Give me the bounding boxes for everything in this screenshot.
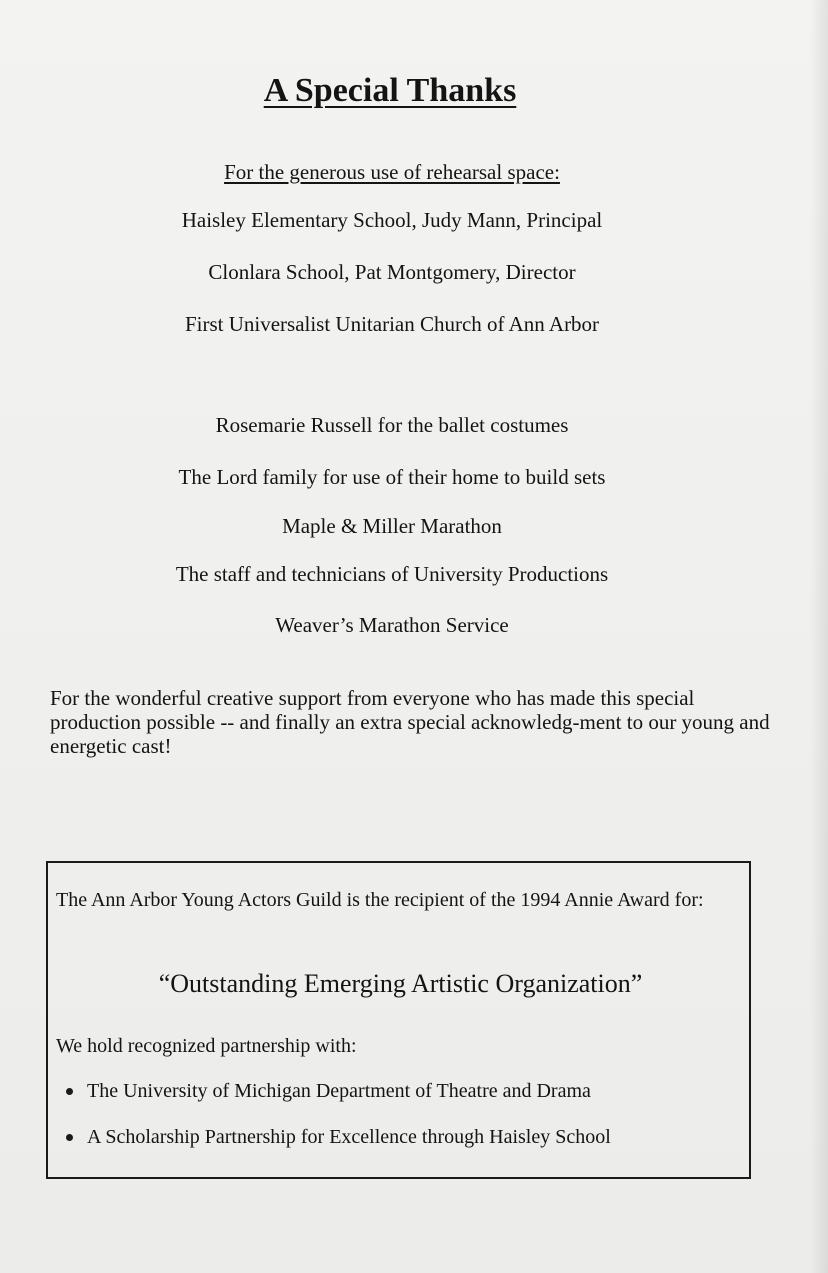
rehearsal-venue: Haisley Elementary School, Judy Mann, Principal bbox=[181, 208, 603, 232]
partner-item bbox=[56, 1125, 611, 1171]
partner-item bbox=[56, 1079, 611, 1125]
partner-text: A Scholarship Partnership for Excellence through Haisley School bbox=[87, 1126, 611, 1148]
bullet-icon bbox=[66, 1134, 73, 1141]
acknowledgment-line: Maple & Miller Marathon bbox=[282, 514, 502, 538]
partnership-intro: We hold recognized partnership with: bbox=[56, 1035, 357, 1057]
closing-paragraph: For the wonderful creative support from everyone who has made this special production possible -- and finally an extra special acknowledg-ment to our young and energetic cast! bbox=[50, 686, 770, 758]
award-name: “Outstanding Emerging Artistic Organization” bbox=[158, 969, 643, 998]
award-intro: The Ann Arbor Young Actors Guild is the recipient of the 1994 Annie Award for: bbox=[56, 889, 704, 911]
award-box bbox=[46, 861, 751, 1179]
acknowledgment-line: The staff and technicians of University Productions bbox=[175, 562, 609, 586]
acknowledgment-line: Rosemarie Russell for the ballet costumes bbox=[215, 413, 569, 437]
page-edge-shadow bbox=[810, 0, 828, 1273]
rehearsal-venue: First Universalist Unitarian Church of Ann Arbor bbox=[184, 312, 600, 336]
rehearsal-venue: Clonlara School, Pat Montgomery, Director bbox=[208, 260, 576, 284]
partner-text: The University of Michigan Department of Theatre and Drama bbox=[87, 1080, 591, 1102]
page-title: A Special Thanks bbox=[263, 72, 517, 109]
acknowledgment-line: The Lord family for use of their home to build sets bbox=[178, 465, 606, 489]
rehearsal-heading-text: For the generous use of rehearsal space: bbox=[224, 160, 560, 184]
acknowledgment-line: Weaver’s Marathon Service bbox=[275, 613, 509, 637]
partner-list bbox=[56, 1079, 611, 1171]
rehearsal-heading bbox=[0, 160, 784, 185]
bullet-icon bbox=[66, 1088, 73, 1095]
